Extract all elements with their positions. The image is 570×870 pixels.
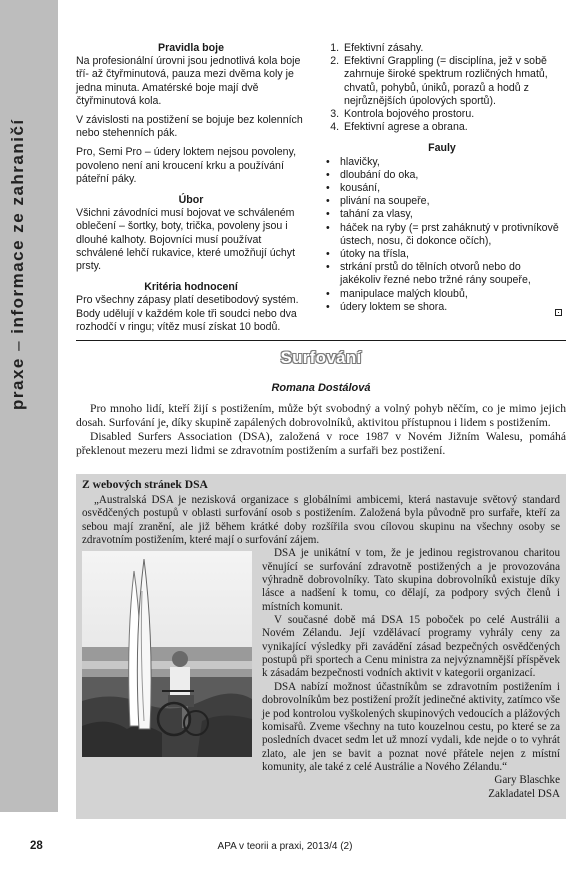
section-subtitle: informace ze zahraničí (8, 118, 27, 334)
foul-item: • hlavičky, (340, 156, 562, 169)
section-divider (76, 340, 566, 341)
rules-paragraph-1: Na profesionální úrovni jsou jednotlivá kola boje tří- až čtyřminutová, pauza mezi dvěma koly je jedna minuta. Amatérské boje mají dvě čtyřminutová kola. (76, 55, 301, 107)
criteria-item: 1. Efektivní zásahy. (342, 42, 562, 55)
intro-paragraph-2: Disabled Surfers Association (DSA), založená v roce 1987 v Novém Jižním Walesu, pomáhá překlenout mezeru mezi lidmi se zdravotním postižením a surfaři bez postižení. (76, 430, 566, 457)
criteria-item: 2. Efektivní Grappling (= disciplína, jež v sobě zahrnuje široké spektrum rozličných hmatů, chvatů, pohybů, úniků, porazů a hodů z nejrůznějších úpolových sportů). (342, 55, 562, 108)
foul-item: • tahání za vlasy, (340, 208, 562, 221)
right-column (322, 42, 562, 314)
outfit-paragraph: Všichni závodníci musí bojovat ve schváleném oblečení – šortky, boty, trička, povoleny jsou i dlouhé kalhoty. Bojovníci musí používat schválené lehčí rukavice, které umožňují úchyt prsty. (76, 207, 296, 273)
article-end-mark-icon (555, 309, 562, 316)
foul-item: • manipulace malých kloubů, (340, 288, 562, 301)
rules-heading: Pravidla boje (158, 42, 224, 54)
outfit-heading: Úbor (178, 194, 204, 207)
intro-paragraph-1: Pro mnoho lidí, kteří žijí s postižením, může být svobodný a volný pohyb něčím, co je mimo jejich dosah. Surfování je, díky skupině zapálených dobrovolníků, aktivitou přístupnou i lidem s postižením. (76, 402, 566, 429)
foul-item: • kousání, (340, 182, 562, 195)
rules-paragraph-2: V závislosti na postižení se bojuje bez kolenních nebo stehenních pák. (76, 114, 303, 140)
page-number: 28 (30, 840, 43, 852)
article-author: Romana Dostálová (271, 382, 371, 394)
box-paragraph-4: DSA nabízí možnost účastníkům se zdravotním postižením i dobrovolníkům bez postižení prožít jedinečné aktivity, zatímco vše je pod kontrolou vyškolených skupinových vedoucích a plážových komisařů. Zveme všechny na tuto kouzelnou cestu, po které se za posledních dvacet sedm let už mnozí vydali, kde nejde o to vyhrát zlato, ale jen se bavit a poznat nové přátele nejen z místní komunity, ale také z celé Austrálie a Nového Zélandu.“ (262, 680, 560, 773)
section-name: praxe (8, 357, 27, 410)
foul-item: • plivání na soupeře, (340, 195, 562, 208)
foul-item: • dloubání do oka, (340, 169, 562, 182)
section-dash: – (8, 339, 27, 351)
fouls-heading: Fauly (428, 142, 456, 155)
foul-item: • strkání prstů do tělních otvorů nebo do jakékoliv řezné nebo tržné rány soupeře, (340, 261, 562, 287)
signer-name: Gary Blaschke (494, 774, 560, 787)
article-intro (76, 402, 566, 458)
signer-role: Zakladatel DSA (488, 787, 560, 800)
criteria-heading: Kritéria hodnocení (144, 281, 238, 294)
criteria-list (322, 42, 562, 134)
criteria-paragraph: Pro všechny zápasy platí desetibodový systém. Body udělují v každém kole tři soudci nebo dva rozhodčí v ringu; vítěz musí získat 10 bodů. (76, 294, 299, 333)
box-heading: Z webových stránek DSA (82, 478, 208, 491)
article-title: Surfování (280, 348, 362, 367)
left-column (76, 42, 306, 340)
section-label (8, 118, 48, 410)
criteria-item: 4. Efektivní agrese a obrana. (342, 121, 562, 134)
dsa-quote-box (76, 474, 566, 819)
box-body (82, 494, 560, 801)
criteria-item: 3. Kontrola bojového prostoru. (342, 108, 562, 121)
foul-item: • útoky na třísla, (340, 248, 562, 261)
foul-item: • údery loktem se shora. (340, 301, 562, 314)
box-paragraph-2: DSA je unikátní v tom, že je jedinou registrovanou charitou věnující se surfování zdravotně postižených a je provozována výhradně dobrovolníky. Tato skupina dobrovolníků existuje díky lásce a nadšení k tomu, co dělají, za podpory svých členů i místních komunit. (262, 547, 560, 613)
box-paragraph-1: „Australská DSA je nezisková organizace s globálními ambicemi, která nastavuje světový standard osvědčených postupů v oblasti surfování osob s postižením. Založená byla původně pro surfaře, kteří za sebou mají zranění, ale již během krátké doby rozšířila svou cílovou skupinu na všechny osoby se zdravotním postižením, které mají o surfování zájem. (82, 494, 560, 547)
fouls-list (322, 156, 562, 314)
surfer-photo (82, 551, 252, 757)
journal-citation: APA v teorii a praxi, 2013/4 (2) (217, 841, 353, 852)
foul-item: • háček na ryby (= prst zaháknutý v protivníkově ústech, nosu, či dokonce očích), (340, 222, 562, 248)
box-paragraph-3: V současné době má DSA 15 poboček po celé Austrálii a Novém Zélandu. Její vzdělávací programy vyhrály ceny za vynikající výsledky při zavádění zásad bezpečných osvědčených postupů při sportech a Cenu ministra za nejvýznamnější příspěvek k zásadám bezpečnosti vodních aktivit v kategorii organizací. (262, 614, 560, 680)
rules-paragraph-3: Pro, Semi Pro – údery loktem nejsou povoleny, povoleno není ani kroucení krku a používání páteřní páky. (76, 146, 297, 185)
